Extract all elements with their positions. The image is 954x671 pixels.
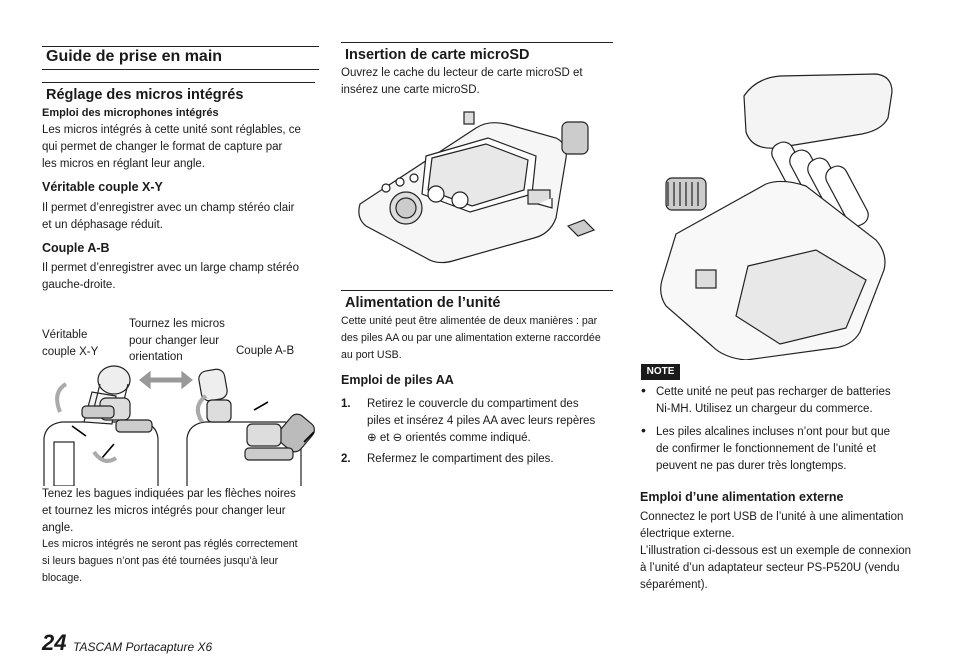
ab-text: Il permet d’enregistrer avec un large champ stéréo gauche-droite. xyxy=(42,262,299,291)
ab-title: Couple A-B xyxy=(42,241,110,255)
subsection-title: Emploi des microphones intégrés xyxy=(42,107,219,119)
product-name: TASCAM Portacapture X6 xyxy=(73,640,213,654)
warning-text: Les micros intégrés ne seront pas réglés correctement si leurs bagues n’ont pas été tournées jusqu’à leur blocage. xyxy=(42,538,298,584)
microsd-insertion-illustration xyxy=(356,108,601,268)
note-bullet-1: • Cette unité ne peut pas recharger de batteries Ni-MH. Utilisez un chargeur du commerce. xyxy=(641,382,891,415)
figure-label-turn: Tournez les micros pour changer leur orientation xyxy=(129,318,225,363)
page-title: Guide de prise en main xyxy=(42,46,319,70)
mic-adjust-illustration xyxy=(42,362,317,486)
xy-title: Véritable couple X-Y xyxy=(42,180,163,194)
note-bullet-2: • Les piles alcalines incluses n’ont pour but que de confirmer le fonctionnement de l’unité et peuvent ne pas durer très longtemps. xyxy=(641,422,890,472)
step-2: 2. Refermez le compartiment des piles. xyxy=(341,453,554,465)
section-title-mic-adjust: Réglage des micros intégrés xyxy=(42,82,315,103)
power-text: Cette unité peut être alimentée de deux manières : par des piles AA ou par une alimentation externe raccordée au port USB. xyxy=(341,315,601,361)
figure-label-xy: Véritable couple X-Y xyxy=(42,329,99,358)
figure-label-ab: Couple A-B xyxy=(236,345,295,357)
sd-text: Ouvrez le cache du lecteur de carte microSD et insérez une carte microSD. xyxy=(341,67,583,96)
xy-text: Il permet d’enregistrer avec un champ stéréo clair et un déphasage réduit. xyxy=(42,202,295,231)
intro-paragraph: Les micros intégrés à cette unité sont réglables, ce qui permet de changer le format de capture par les micros en réglant leur angle. xyxy=(42,124,301,170)
section-title-power: Alimentation de l’unité xyxy=(341,290,613,311)
note-label: NOTE xyxy=(641,364,680,380)
external-power-title: Emploi d’une alimentation externe xyxy=(640,490,844,504)
step-1: 1. Retirez le couvercle du compartiment des piles et insérez 4 piles AA avec leurs repères ⊕ et ⊖ orientés comme indiqué. xyxy=(341,398,596,444)
after-figure-text: Tenez les bagues indiquées par les flèches noires et tournez les micros intégrés pour changer leur angle. xyxy=(42,488,296,534)
section-title-sd: Insertion de carte microSD xyxy=(341,42,613,63)
aa-title: Emploi de piles AA xyxy=(341,373,454,387)
external-power-text: Connectez le port USB de l’unité à une alimentation électrique externe. L’illustration ci-dessous est un exemple de connexion à l’unité d’un adaptateur secteur PS-P520U (vendu séparément). xyxy=(640,511,912,591)
battery-compartment-illustration xyxy=(656,70,896,360)
page-number: 24 xyxy=(42,630,67,655)
